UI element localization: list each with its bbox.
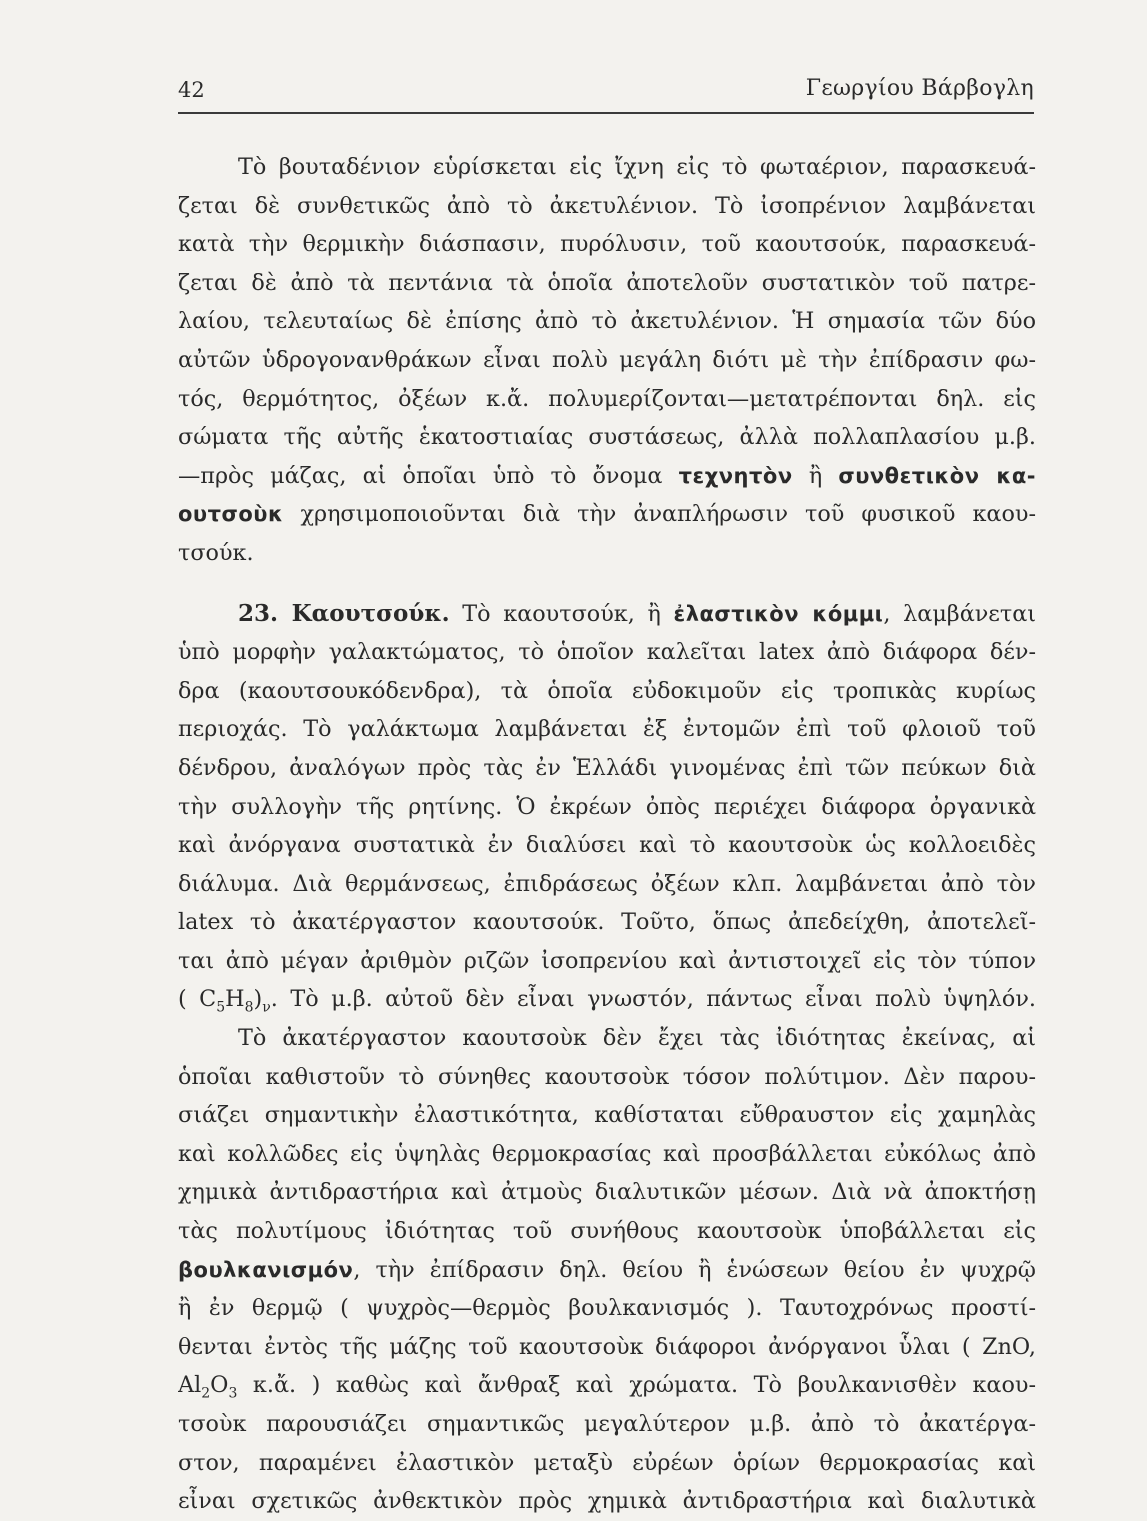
text-run: , λαμβάνεται — [883, 600, 1036, 627]
text-line: ται ἀπὸ μέγαν ἀριθμὸν ριζῶν ἰσοπρενίου καὶ ἀντιστοιχεῖ εἰς τὸν τύπον — [178, 947, 1036, 974]
text-line: τὴν συλλογὴν τῆς ρητίνης. Ὁ ἐκρέων ὀπὸς περιέχει διάφορα ὀργανικὰ — [178, 793, 1036, 820]
text-line: διάλυμα. Διὰ θερμάνσεως, ἐπιδράσεως ὀξέων κλπ. λαμβάνεται ἀπὸ τὸν — [178, 870, 1036, 897]
body-text — [178, 148, 1036, 1521]
text-run: ἢ — [808, 462, 823, 489]
running-head: Γεωργίου Βάρβογλη — [805, 76, 1034, 101]
text-line: στον, παραμένει ἐλαστικὸν μεταξὺ εὐρέων ὁρίων θερμοκρασίας καὶ — [178, 1449, 1036, 1476]
text-line: Τὸ βουταδένιον εὑρίσκεται εἰς ἴχνη εἰς τὸ φωταέριον, παρασκευά- — [238, 154, 1036, 180]
bold-term: ἐλαστικὸν κόμμι — [673, 601, 884, 626]
text-line — [178, 495, 1036, 534]
text-line: σώματα τῆς αὐτῆς ἑκατοστιαίας συστάσεως, ἀλλὰ πολλαπλασίου μ.β. — [178, 424, 1036, 451]
text-line: τσοὺκ παρουσιάζει σημαντικῶς μεγαλύτερον μ.β. ἀπὸ τὸ ἀκατέργα- — [178, 1411, 1036, 1437]
bold-term: βουλκανισμόν — [178, 1257, 354, 1282]
text-line: περιοχάς. Τὸ γαλάκτωμα λαμβάνεται ἐξ ἐντομῶν ἐπὶ τοῦ φλοιοῦ τοῦ — [178, 716, 1036, 743]
text-run: Al — [178, 1372, 202, 1399]
text-line: Τὸ ἀκατέργαστον καουτσοὺκ δὲν ἔχει τὰς ἰδιότητας ἐκείνας, αἱ — [238, 1025, 1036, 1052]
text-line: latex τὸ ἀκατέργαστον καουτσούκ. Τοῦτο, ὅπως ἀπεδείχθη, ἀποτελεῖ- — [178, 909, 1036, 936]
text-line: θενται ἐντὸς τῆς μάζης τοῦ καουτσοὺκ διάφοροι ἀνόργανοι ὗλαι ( ZnO, — [178, 1333, 1036, 1360]
text-line: δένδρου, ἀναλόγων πρὸς τὰς ἐν Ἑλλάδι γινομένας ἐπὶ τῶν πεύκων διὰ — [178, 754, 1036, 781]
text-line: ζεται δὲ συνθετικῶς ἀπὸ τὸ ἀκετυλένιον. Τὸ ἰσοπρένιον λαμβάνεται — [178, 192, 1036, 219]
bold-term: ουτσοὺκ — [178, 502, 284, 527]
text-line: αὐτῶν ὑδρογονανθράκων εἶναι πολὺ μεγάλη διότι μὲ τὴν ἐπίδρασιν φω- — [178, 346, 1036, 373]
text-line: σιάζει σημαντικὴν ἐλαστικότητα, καθίσταται εὔθραυστον εἰς χαμηλὰς — [178, 1102, 1036, 1129]
text-line: λαίου, τελευταίως δὲ ἐπίσης ἀπὸ τὸ ἀκετυλένιον. Ἡ σημασία τῶν δύο — [178, 308, 1036, 335]
text-line — [178, 595, 1036, 634]
text-run: , τὴν ἐπίδρασιν δηλ. θείου ἢ ἑνώσεων θείου ἐν ψυχρῷ — [353, 1256, 1036, 1283]
text-line: εἶναι σχετικῶς ἀνθεκτικὸν πρὸς χημικὰ ἀντιδραστήρια καὶ διαλυτικὰ — [178, 1488, 1036, 1515]
section-23 — [178, 595, 1036, 1020]
text-line: καὶ κολλῶδες εἰς ὑψηλὰς θερμοκρασίας καὶ προσβάλλεται εὐκόλως ἀπὸ — [178, 1140, 1036, 1167]
text-run: κ.ἄ. ) καθὼς καὶ ἄνθραξ καὶ χρώματα. Τὸ βουλκανισθὲν καου- — [237, 1372, 1036, 1399]
bold-term: τεχνητὸν — [678, 463, 793, 488]
text-line: τός, θερμότητος, ὀξέων κ.ἄ. πολυμερίζονται—μετατρέπονται δηλ. εἰς — [178, 385, 1036, 412]
text-run: Τὸ καουτσούκ, ἢ — [462, 600, 661, 627]
text-line: ζεται δὲ ἀπὸ τὰ πεντάνια τὰ ὁποῖα ἀποτελοῦν συστατικὸν τοῦ πατρε- — [178, 269, 1036, 296]
text-line: κατὰ τὴν θερμικὴν διάσπασιν, πυρόλυσιν, τοῦ καουτσούκ, παρασκευά- — [178, 231, 1036, 258]
text-line: τσούκ. — [178, 539, 254, 566]
text-run: O — [210, 1372, 229, 1399]
text-line — [178, 1366, 1036, 1405]
text-run: ( C — [178, 986, 217, 1013]
text-line — [178, 980, 1036, 1019]
paragraph-3 — [178, 1019, 1036, 1521]
text-line: καὶ ἀνόργανα συστατικὰ ἐν διαλύσει καὶ τὸ καουτσοὺκ ὡς κολλοειδὲς — [178, 832, 1036, 859]
text-run: ) — [253, 986, 263, 1013]
subscript: 3 — [228, 1385, 238, 1402]
text-run: χρησιμοποιοῦνται διὰ τὴν ἀναπλήρωσιν τοῦ φυσικοῦ καου- — [300, 501, 1036, 528]
subscript: 8 — [244, 999, 254, 1016]
section-heading: 23. Καουτσούκ. — [238, 599, 450, 627]
text-line — [178, 1251, 1036, 1290]
bold-term: συνθετικὸν κα- — [838, 463, 1036, 488]
text-line: τὰς πολυτίμους ἰδιότητας τοῦ συνήθους καουτσοὺκ ὑποβάλλεται εἰς — [178, 1218, 1036, 1245]
page-number: 42 — [178, 78, 205, 102]
text-line: ὑπὸ μορφὴν γαλακτώματος, τὸ ὁποῖον καλεῖται latex ἀπὸ διάφορα δέν- — [178, 639, 1036, 666]
text-line: χημικὰ ἀντιδραστήρια καὶ ἀτμοὺς διαλυτικῶν μέσων. Διὰ νὰ ἀποκτήσῃ — [178, 1179, 1036, 1206]
subscript: ν — [262, 999, 271, 1016]
text-line: ἢ ἐν θερμῷ ( ψυχρὸς—θερμὸς βουλκανισμός ). Ταυτοχρόνως προστί- — [178, 1295, 1036, 1322]
text-line — [178, 457, 1036, 496]
subscript: 5 — [216, 999, 226, 1016]
text-run: . Τὸ μ.β. αὐτοῦ δὲν εἶναι γνωστόν, πάντως εἶναι πολὺ ὑψηλόν. — [270, 986, 1036, 1013]
subscript: 2 — [201, 1385, 211, 1402]
text-run: H — [225, 986, 245, 1013]
text-line: ὁποῖαι καθιστοῦν τὸ σύνηθες καουτσοὺκ τόσον πολύτιμον. Δὲν παρου- — [178, 1063, 1036, 1090]
text-line: δρα (καουτσουκόδενδρα), τὰ ὁποῖα εὐδοκιμοῦν εἰς τροπικὰς κυρίως — [178, 677, 1036, 704]
page-header — [178, 72, 1034, 114]
paragraph-1 — [178, 148, 1036, 573]
text-run: —πρὸς μάζας, αἱ ὁποῖαι ὑπὸ τὸ ὄνομα — [178, 462, 663, 489]
